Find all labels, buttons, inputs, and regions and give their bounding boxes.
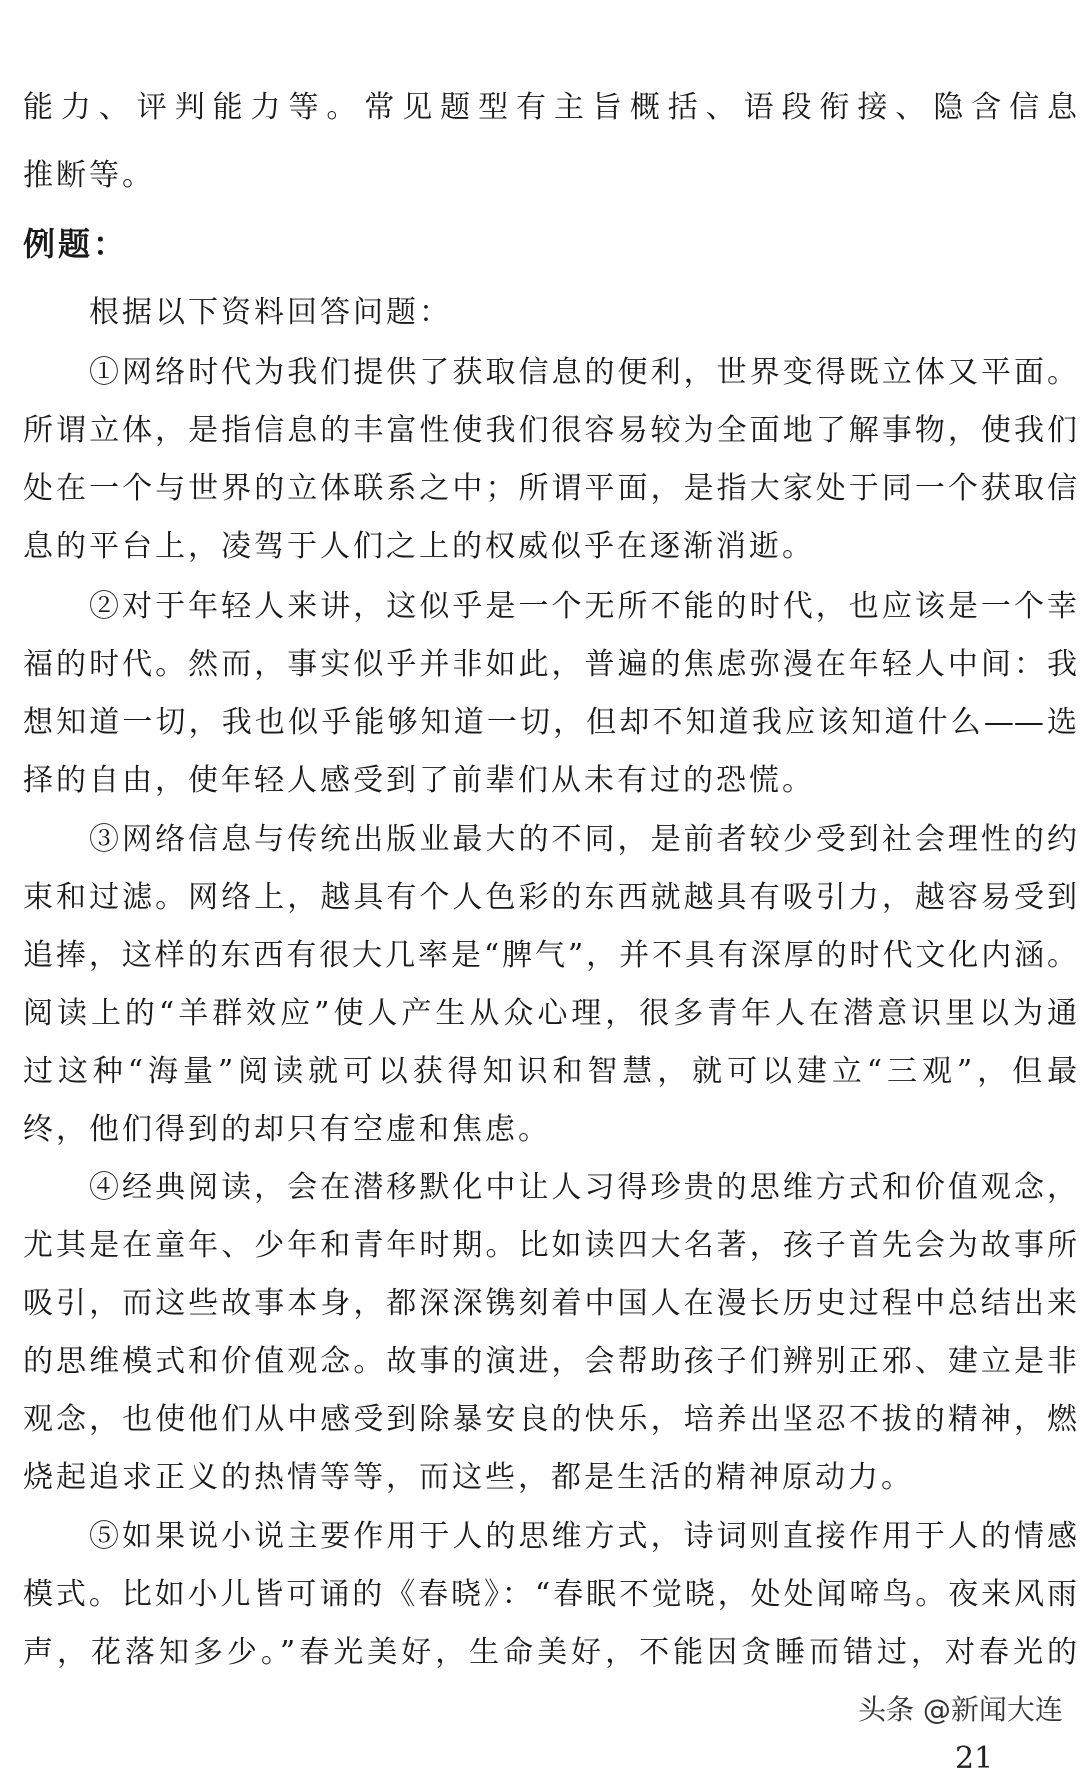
text-line: 模式。比如小儿皆可诵的《春晓》：“春眠不觉晓，处处闻啼鸟。夜来风雨	[23, 1577, 1077, 1612]
text-line: 择的自由，使年轻人感受到了前辈们从未有过的恐慌。	[23, 763, 815, 798]
text-line: 吸引，而这些故事本身，都深深镌刻着中国人在漫长历史过程中总结出来	[23, 1286, 1077, 1321]
text-line: 的思维模式和价值观念。故事的演进，会帮助孩子们辨别正邪、建立是非	[23, 1344, 1077, 1379]
text-line: 想知道一切，我也似乎能够知道一切，但却不知道我应该知道什么——选	[23, 705, 1077, 740]
text-line: 能力、评判能力等。常见题型有主旨概括、语段衔接、隐含信息	[23, 90, 1077, 125]
text-line: 推断等。	[23, 158, 155, 193]
text-line: ①网络时代为我们提供了获取信息的便利，世界变得既立体又平面。	[89, 355, 1077, 390]
text-line: ③网络信息与传统出版业最大的不同，是前者较少受到社会理性的约	[89, 822, 1077, 857]
text-line: 观念，也使他们从中感受到除暴安良的快乐，培养出坚忍不拔的精神，燃	[23, 1402, 1077, 1437]
text-line: 烧起追求正义的热情等等，而这些，都是生活的精神原动力。	[23, 1460, 914, 1495]
text-line: ②对于年轻人来讲，这似乎是一个无所不能的时代，也应该是一个幸	[89, 589, 1077, 624]
text-line: 所谓立体，是指信息的丰富性使我们很容易较为全面地了解事物，使我们	[23, 413, 1077, 448]
text-line: 终，他们得到的却只有空虚和焦虑。	[23, 1112, 551, 1147]
text-line: 过这种“海量”阅读就可以获得知识和智慧，就可以建立“三观”，但最	[23, 1054, 1077, 1089]
text-line: 处在一个与世界的立体联系之中；所谓平面，是指大家处于同一个获取信	[23, 471, 1077, 506]
page-number: 21	[955, 1741, 994, 1776]
text-line: 福的时代。然而，事实似乎并非如此，普遍的焦虑弥漫在年轻人中间：我	[23, 647, 1077, 682]
text-line: ⑤如果说小说主要作用于人的思维方式，诗词则直接作用于人的情感	[89, 1519, 1077, 1554]
text-line: ④经典阅读，会在潜移默化中让人习得珍贵的思维方式和价值观念，	[89, 1170, 1077, 1205]
text-line: 声，花落知多少。”春光美好，生命美好，不能因贪睡而错过，对春光的	[23, 1635, 1077, 1670]
text-line: 追捧，这样的东西有很大几率是“脾气”，并不具有深厚的时代文化内涵。	[23, 938, 1077, 973]
text-line: 根据以下资料回答问题：	[89, 295, 452, 330]
text-line: 阅读上的“羊群效应”使人产生从众心理，很多青年人在潜意识里以为通	[23, 996, 1077, 1031]
text-line: 例题：	[23, 225, 129, 263]
text-line: 束和过滤。网络上，越具有个人色彩的东西就越具有吸引力，越容易受到	[23, 880, 1077, 915]
watermark: 头条 @新闻大连	[858, 1693, 1063, 1726]
text-line: 尤其是在童年、少年和青年时期。比如读四大名著，孩子首先会为故事所	[23, 1228, 1077, 1263]
text-line: 息的平台上，凌驾于人们之上的权威似乎在逐渐消逝。	[23, 529, 815, 564]
